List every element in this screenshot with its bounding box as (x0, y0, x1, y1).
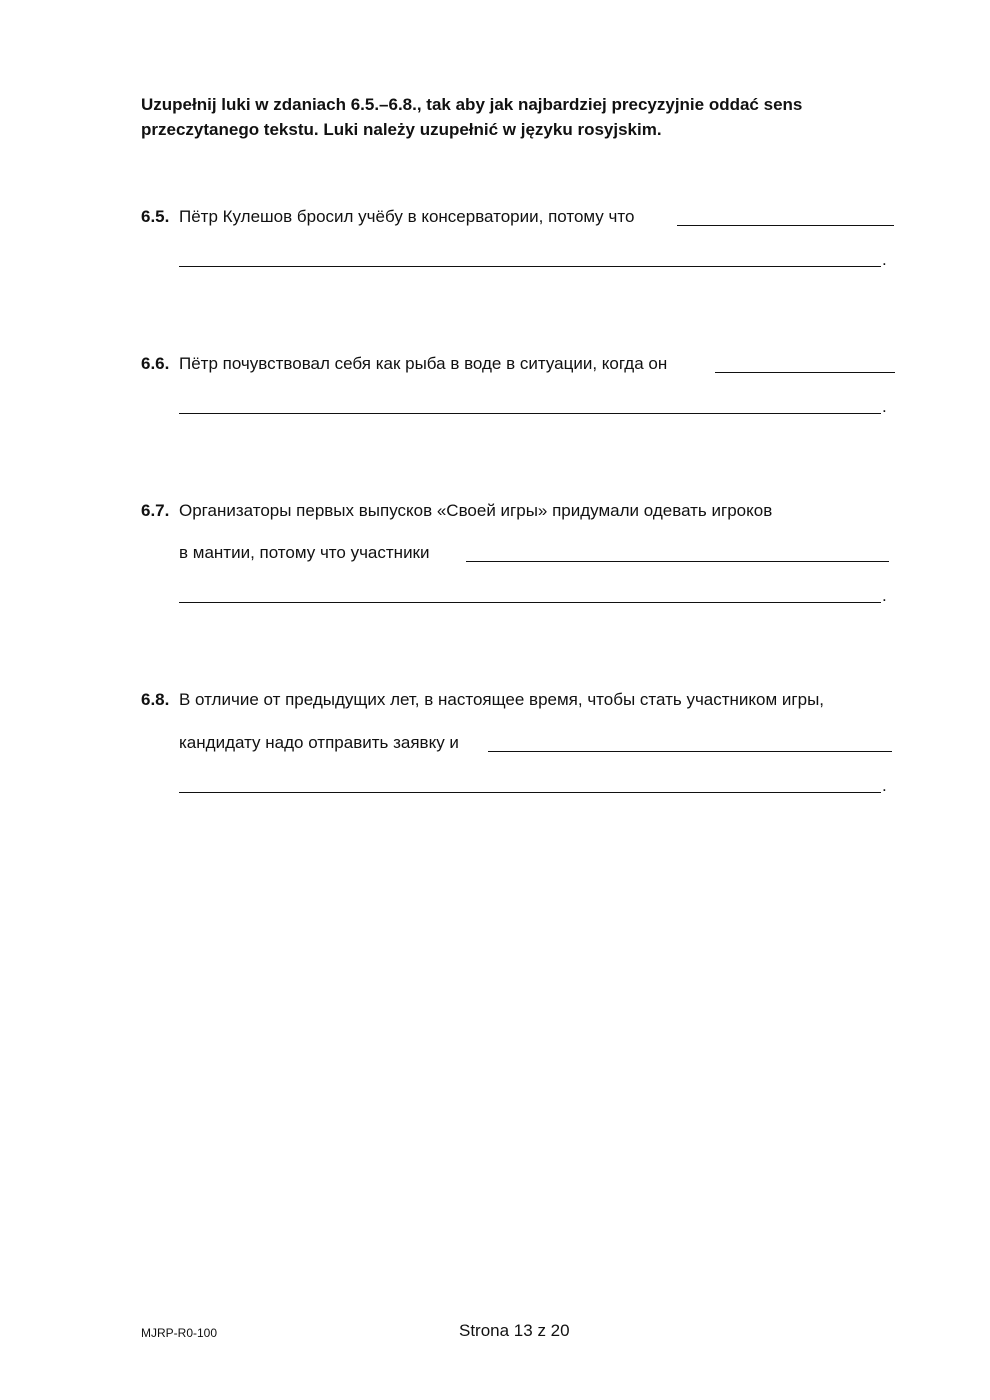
task-prompt: Пётр почувствовал себя как рыба в воде в ситуации, когда он (179, 354, 668, 373)
sentence-period: . (882, 586, 887, 605)
sentence-period: . (882, 250, 887, 269)
sentence-period: . (882, 397, 887, 416)
task-number: 6.6. (141, 354, 170, 373)
page-number: Strona 13 z 20 (459, 1321, 570, 1340)
answer-line[interactable] (179, 413, 881, 414)
task-prompt-continuation: кандидату надо отправить заявку и (179, 733, 459, 752)
answer-line[interactable] (179, 792, 881, 793)
task-prompt-continuation: в мантии, потому что участники (179, 543, 430, 562)
answer-line[interactable] (179, 266, 881, 267)
exam-code: MJRP-R0-100 (141, 1326, 218, 1340)
answer-line[interactable] (488, 751, 892, 752)
task-prompt: Пётр Кулешов бросил учёбу в консерватории, потому что (179, 207, 635, 226)
answer-line[interactable] (677, 225, 894, 226)
answer-line[interactable] (715, 372, 895, 373)
task-number: 6.8. (141, 690, 170, 709)
answer-line[interactable] (466, 561, 889, 562)
task-instruction: Uzupełnij luki w zdaniach 6.5.–6.8., tak aby jak najbardziej precyzyjnie oddać sens przeczytanego tekstu. Luki należy uzupełnić w języku rosyjskim. (141, 95, 803, 139)
task-number: 6.7. (141, 501, 170, 520)
answer-line[interactable] (179, 602, 881, 603)
task-number: 6.5. (141, 207, 170, 226)
task-prompt: Организаторы первых выпусков «Своей игры» придумали одевать игроков (179, 501, 773, 520)
task-prompt: В отличие от предыдущих лет, в настоящее время, чтобы стать участником игры, (179, 690, 825, 709)
sentence-period: . (882, 776, 887, 795)
